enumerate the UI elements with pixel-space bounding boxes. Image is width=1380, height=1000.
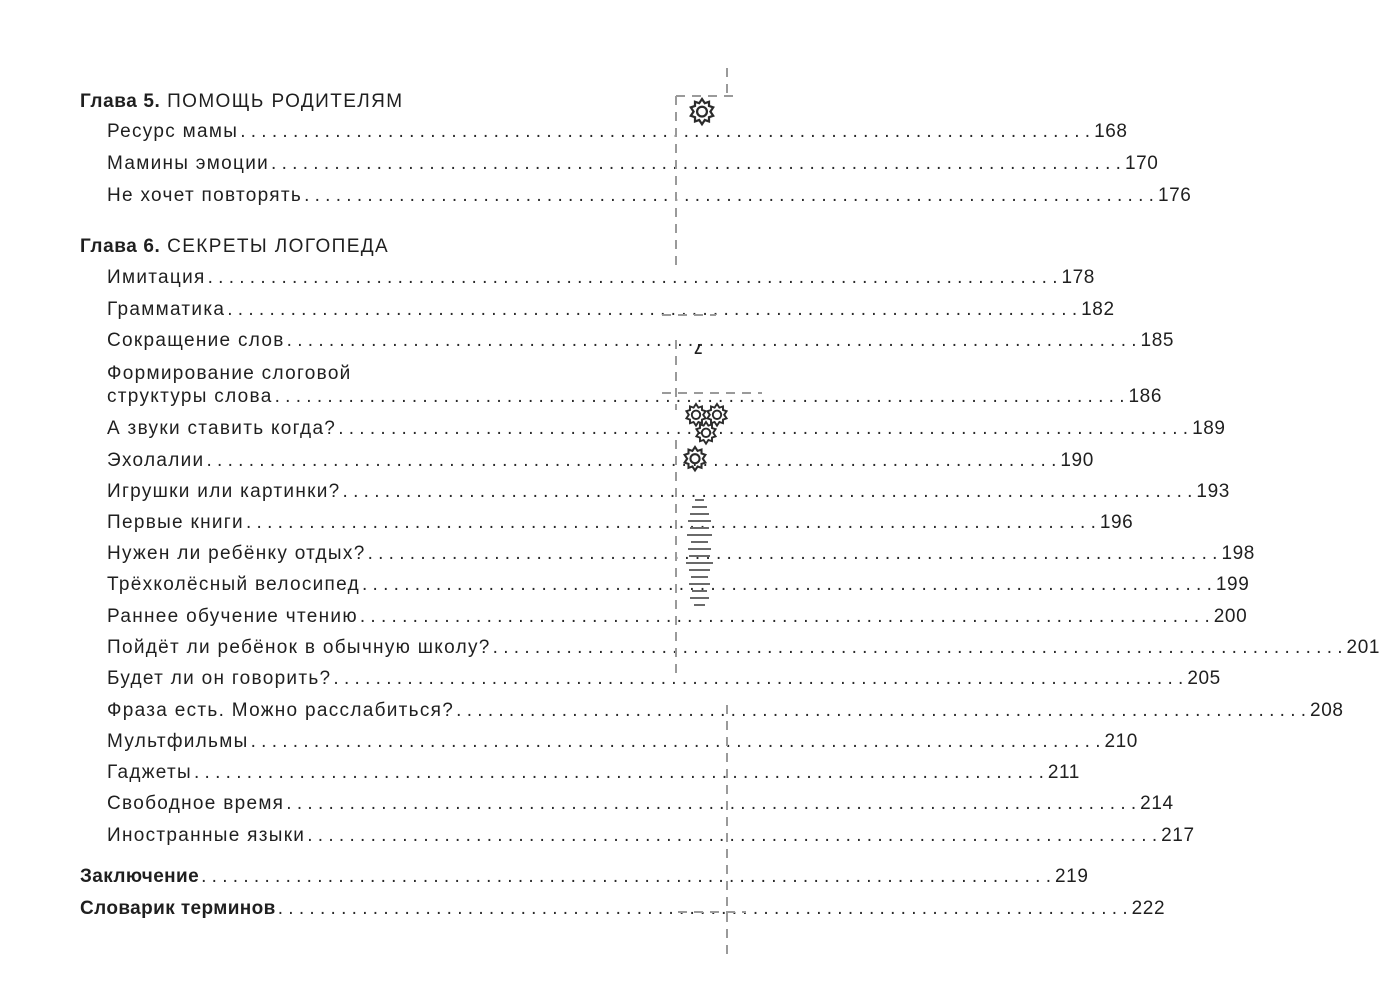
entry-page: 176 [1157,185,1192,206]
page-number: 7 [694,340,703,357]
entry-page: 222 [1131,898,1166,919]
entry-page: 217 [1161,825,1195,846]
entry-page: 170 [1124,153,1159,174]
entry-title: Игрушки или картинки? [107,481,341,502]
entry-title: Иностранные языки [107,825,306,846]
entry-page: 189 [1192,418,1226,439]
entry-title: Заключение [80,866,200,887]
entry-title: Словарик терминов [80,898,276,919]
entry-title: Сокращение слов [107,330,285,351]
cut-guide-lines [662,68,762,958]
entry-title: Мультфильмы [107,731,249,752]
chapter-title: ПОМОЩЬ РОДИТЕЛЯМ [167,91,404,112]
entry-page: 182 [1081,299,1115,320]
entry-title: Трёхколёсный велосипед [107,574,360,595]
chapter-title: СЕКРЕТЫ ЛОГОПЕДА [167,236,390,257]
entry-title: Свободное время [107,793,285,814]
entry-title: Раннее обучение чтению [107,606,358,627]
entry-title: Гаджеты [107,762,192,783]
entry-title: Первые книги [107,512,244,533]
entry-title: А звуки ставить когда? [107,418,337,439]
entry-page: 198 [1221,543,1255,564]
entry-title: Мамины эмоции [107,153,270,174]
entry-page: 200 [1213,606,1248,627]
entry-page: 186 [1128,386,1163,407]
entry-title: Будет ли он говорить? [107,668,332,689]
entry-page: 196 [1099,512,1134,533]
entry-title: Имитация [107,267,206,288]
entry-page: 208 [1310,700,1344,721]
entry-title: Нужен ли ребёнку отдых? [107,543,366,564]
entry-page: 219 [1055,866,1089,887]
entry-page: 199 [1215,574,1250,595]
entry-page: 168 [1094,121,1128,142]
sound-wave-icon [686,500,713,605]
entry-title: Грамматика [107,299,226,320]
chapter-label: Глава 6. [80,236,161,257]
entry-page: 210 [1104,731,1138,752]
entry-page: 201 [1346,637,1380,658]
entry-title: Не хочет повторять [107,185,303,206]
entry-page: 178 [1061,267,1095,288]
entry-title-line2: структуры слова [107,386,273,407]
entry-page: 193 [1196,481,1230,502]
entry-page: 185 [1140,330,1175,351]
entry-title-line1: Формирование слоговой [107,363,352,384]
entry-page: 205 [1187,668,1221,689]
gears-icon [685,99,727,470]
entry-title: Фраза есть. Можно расслабиться? [107,700,455,721]
entry-page: 214 [1140,793,1174,814]
entry-title: Ресурс мамы [107,121,239,142]
entry-title: Пойдёт ли ребёнок в обычную школу? [107,637,491,658]
entry-page: 211 [1047,762,1080,783]
entry-title: Эхолалии [107,450,205,471]
chapter-label: Глава 5. [80,91,161,112]
entry-page: 190 [1060,450,1094,471]
